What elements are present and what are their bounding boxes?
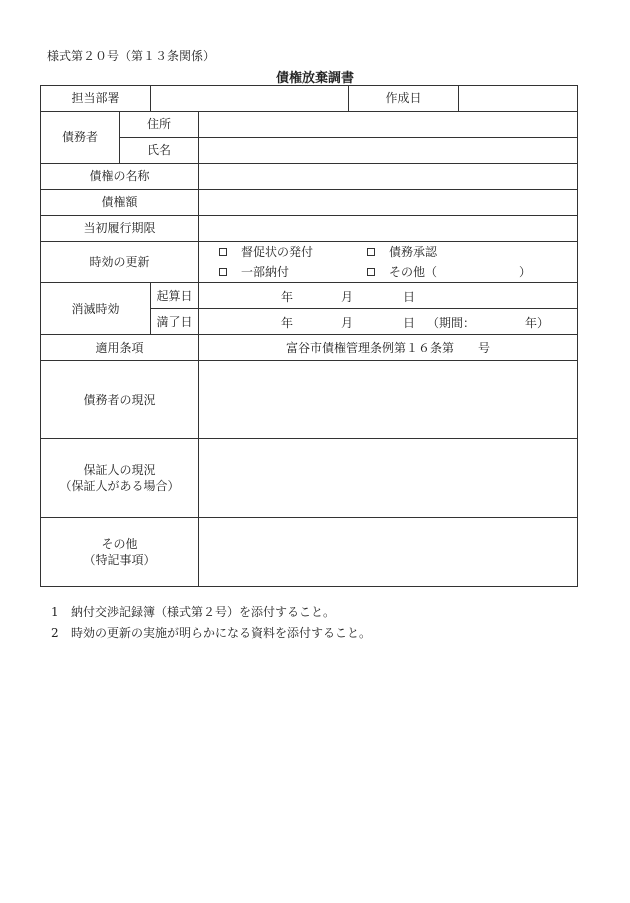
month-unit: 月 <box>341 289 354 304</box>
day-unit: 日 <box>403 289 416 304</box>
guarantor-status-label: 保証人の現況 <box>83 463 156 478</box>
dept-field[interactable] <box>151 86 349 112</box>
row-guarantor-status <box>41 439 578 518</box>
note-item <box>51 602 371 623</box>
note-item <box>51 623 371 644</box>
abandonment-form-table <box>40 85 578 587</box>
renewal-label: 時効の更新 <box>41 242 199 283</box>
row-other <box>41 518 578 587</box>
debtor-label: 債務者 <box>41 112 120 164</box>
debtor-status-label: 債務者の現況 <box>41 361 199 439</box>
other-label: その他 <box>101 537 138 552</box>
note-number: 2 <box>51 626 59 640</box>
month-unit: 月 <box>341 315 354 330</box>
renewal-options <box>199 242 578 283</box>
row-name <box>41 138 578 164</box>
extinction-label: 消滅時効 <box>41 283 151 335</box>
row-debtor-status <box>41 361 578 439</box>
claim-amount-label: 債権額 <box>41 190 199 216</box>
document-title: 債権放棄調書 <box>275 71 354 86</box>
row-address <box>41 112 578 138</box>
row-applicable <box>41 335 578 361</box>
option-dunning[interactable]: 督促状の発付 <box>219 244 367 260</box>
name-label: 氏名 <box>120 138 199 164</box>
empty-checkbox-icon[interactable] <box>367 268 375 276</box>
notes <box>51 602 371 644</box>
note-text: 納付交渉記録簿（様式第２号）を添付すること。 <box>71 605 336 619</box>
other-sub: （特記事項） <box>83 553 156 568</box>
address-label: 住所 <box>120 112 199 138</box>
other-field[interactable] <box>199 518 578 587</box>
created-label: 作成日 <box>349 86 459 112</box>
row-renewal <box>41 242 578 283</box>
start-date-label: 起算日 <box>151 283 199 309</box>
end-date-label: 満了日 <box>151 309 199 335</box>
name-field[interactable] <box>199 138 578 164</box>
note-text: 時効の更新の実施が明らかになる資料を添付すること。 <box>71 626 372 640</box>
created-field[interactable] <box>459 86 578 112</box>
option-other[interactable]: その他（ ） <box>367 264 577 280</box>
initial-deadline-label: 当初履行期限 <box>41 216 199 242</box>
address-field[interactable] <box>199 112 578 138</box>
empty-checkbox-icon[interactable] <box>367 248 375 256</box>
form-reference: 様式第２０号（第１３条関係） <box>47 49 216 63</box>
option-acknowledgment[interactable]: 債務承認 <box>367 244 577 260</box>
empty-checkbox-icon[interactable] <box>219 268 227 276</box>
row-initial-deadline <box>41 216 578 242</box>
dept-label: 担当部署 <box>41 86 151 112</box>
row-department <box>41 86 578 112</box>
note-number: 1 <box>51 605 59 619</box>
guarantor-status-sub: （保証人がある場合） <box>59 479 180 494</box>
option-partial-payment[interactable]: 一部納付 <box>219 264 367 280</box>
period-year-unit: 年） <box>525 315 550 330</box>
row-claim-name <box>41 164 578 190</box>
debtor-status-field[interactable] <box>199 361 578 439</box>
guarantor-status-label-cell <box>41 439 199 518</box>
initial-deadline-field[interactable] <box>199 216 578 242</box>
start-date-field[interactable] <box>199 283 578 309</box>
empty-checkbox-icon[interactable] <box>219 248 227 256</box>
row-start-date <box>41 283 578 309</box>
year-unit: 年 <box>281 315 294 330</box>
year-unit: 年 <box>281 289 294 304</box>
guarantor-status-field[interactable] <box>199 439 578 518</box>
row-claim-amount <box>41 190 578 216</box>
claim-name-label: 債権の名称 <box>41 164 199 190</box>
applicable-label: 適用条項 <box>41 335 199 361</box>
day-unit: 日 <box>403 315 416 330</box>
other-label-cell <box>41 518 199 587</box>
claim-amount-field[interactable] <box>199 190 578 216</box>
applicable-field: 富谷市債権管理条例第１６条第 号 <box>199 335 578 361</box>
period-label: （期間： <box>427 315 476 330</box>
end-date-field[interactable] <box>199 309 578 335</box>
claim-name-field[interactable] <box>199 164 578 190</box>
